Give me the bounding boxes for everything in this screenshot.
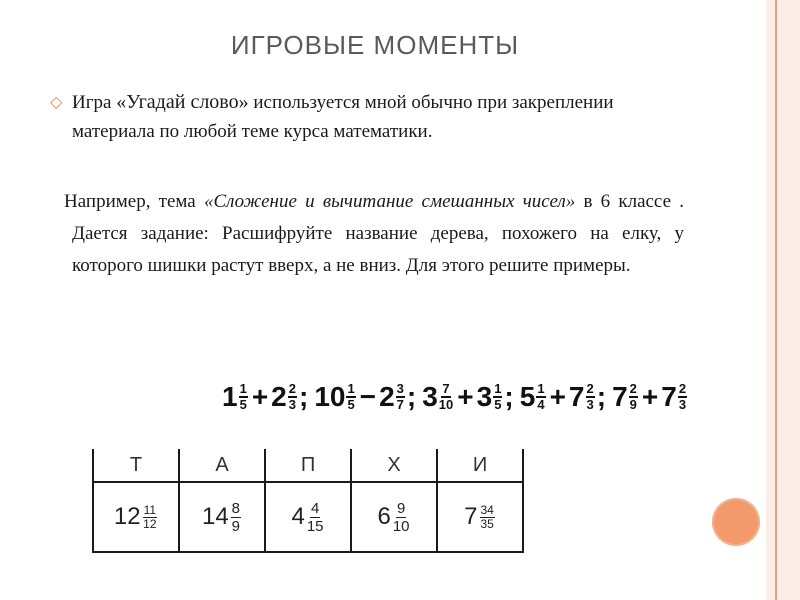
mixed-number [114,503,158,531]
fraction-numerator: 2 [678,381,687,396]
fraction-denominator: 4 [537,397,545,412]
mixed-number [291,500,324,535]
example-5 [612,381,695,413]
fraction [393,500,410,535]
whole-number: 2 [379,381,395,412]
fraction-numerator: 2 [586,381,594,396]
whole-number: 2 [271,381,287,412]
fraction [346,382,355,412]
letters-row [93,449,523,482]
fraction-denominator: 10 [392,517,410,535]
mixed-number [202,500,242,535]
intro-rest: используется мной обычно при закреплении материала по любой теме курса математики. [72,92,614,142]
example-2 [314,381,422,413]
fraction-denominator: 7 [396,397,404,412]
example-prefix: Например, тема [64,191,204,212]
diamond-bullet-icon: ◇ [50,92,63,111]
fraction-numerator: 1 [239,381,247,396]
topic-name: «Сложение и вычитание смешанных чисел» [203,191,576,212]
fraction [586,382,595,412]
fraction [493,382,502,412]
separator: ; [298,381,309,412]
slide-title: ИГРОВЫЕ МОМЕНТЫ [230,30,520,60]
fraction-numerator: 9 [397,499,406,517]
fraction-numerator: 1 [347,381,355,396]
whole-number: 4 [291,503,305,530]
game-name: «Угадай слово» [116,91,249,113]
fraction [143,504,157,531]
whole-number: 7 [464,503,478,530]
whole-number: 14 [201,503,229,530]
letter-cell: И [437,449,523,482]
fraction [307,500,324,535]
fraction [231,500,241,535]
answer-cell [437,482,523,552]
operator: + [549,381,566,412]
fraction-denominator: 3 [586,397,594,412]
fraction-denominator: 5 [347,397,355,412]
mixed-number [464,503,496,531]
whole-number: 12 [113,503,141,530]
fraction [396,382,405,412]
whole-number: 3 [476,381,493,412]
letter-cell: П [265,449,351,482]
answers-table [92,449,524,553]
whole-number: 1 [222,381,238,412]
letter-cell: Х [351,449,437,482]
side-decoration-line [775,0,777,600]
fraction-denominator: 3 [288,397,296,412]
fraction [629,382,638,412]
whole-number: 7 [568,381,585,412]
fraction-denominator: 15 [306,517,324,535]
letter-cell: Т [93,449,179,482]
fraction-numerator: 1 [494,381,502,396]
fraction [678,382,687,412]
operator: − [359,381,377,412]
example-paragraph [64,186,685,282]
operator: + [641,381,659,412]
fraction-denominator: 5 [494,397,502,412]
operator: + [457,381,474,412]
fraction-numerator: 11 [143,502,157,517]
answer-cell [93,482,179,552]
fraction [288,382,297,412]
separator: ; [406,381,417,412]
fraction-numerator: 4 [311,499,320,517]
answer-cell [265,482,351,552]
fraction [439,382,453,412]
example-4 [520,381,612,413]
answer-cell [351,482,437,552]
fraction-numerator: 34 [480,502,494,517]
math-examples [222,366,722,428]
fraction-numerator: 1 [537,381,545,396]
whole-number: 3 [422,381,438,412]
intro-paragraph [72,88,672,146]
letter-cell: А [179,449,265,482]
intro-prefix: Игра [72,92,117,113]
fraction-numerator: 8 [231,499,241,517]
decorative-circle [712,498,760,546]
fraction [536,382,545,412]
fraction [239,382,248,412]
fraction-denominator: 9 [231,517,241,535]
whole-number: 7 [612,381,628,412]
mixed-number [377,500,410,535]
fraction-denominator: 12 [143,516,157,531]
fraction-denominator: 35 [480,516,494,531]
separator: ; [504,381,514,412]
fraction-numerator: 2 [629,381,637,396]
fraction-numerator: 3 [396,381,404,396]
separator: ; [596,381,607,412]
fraction-numerator: 2 [288,381,296,396]
whole-number: 7 [661,381,677,412]
fraction-denominator: 10 [438,397,454,412]
whole-number: 10 [314,381,346,412]
values-row [93,482,523,552]
fraction-denominator: 3 [678,397,687,412]
side-decoration-bar [766,0,800,600]
answer-cell [179,482,265,552]
example-1 [222,381,314,413]
whole-number: 5 [519,381,536,412]
whole-number: 6 [377,503,391,530]
fraction-numerator: 7 [442,381,450,396]
operator: + [251,381,269,412]
fraction-denominator: 9 [629,397,637,412]
example-rest: в 6 классе . Дается задание: Расшифруйте название дерева, похожего на елку, у которого шишки растут вверх, а не вниз. Для этого решите примеры. [72,191,685,276]
example-3 [422,381,520,413]
fraction [480,504,495,531]
fraction-denominator: 5 [239,397,247,412]
